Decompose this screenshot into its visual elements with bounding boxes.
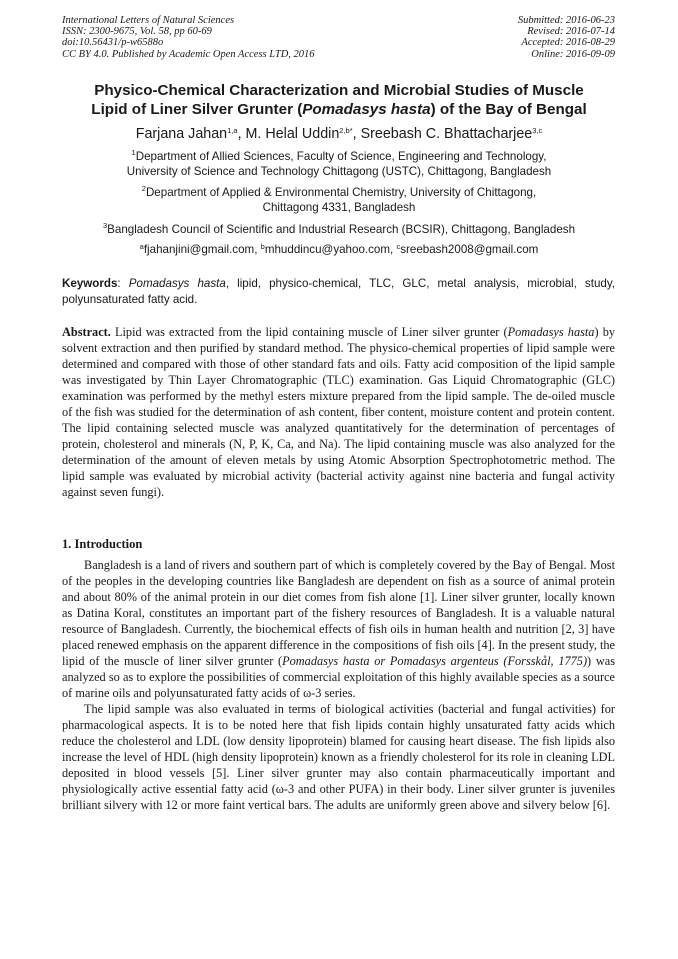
email-c[interactable]: sreebash2008@gmail.com	[400, 243, 539, 256]
affiliation-2	[40, 185, 638, 215]
introduction-paragraph-2: The lipid sample was also evaluated in terms of biological activities (bacterial and fungal activities) for pharmacological aspects. It is to be noted here that fish lipids contain highly unsaturated fatty acids which reduce the cholesterol and LDL (low density lipoprotein) blamed for causing heart disease. The fish lipids also increase the level of HDL (high density lipoprotein) known as a friendly cholesterol for its role in cleaning LDL deposited in blood vessels [5]. Liner silver grunter may also contain pharmaceutically important and physiologically active essential fatty acid (ω-3 and other PUFA) in their body. Liner silver grunter is juveniles brilliant silvery with 12 or more faint vertical bars. The adults are uniformly green above and silvery below [6].	[62, 702, 615, 812]
title-species: Pomadasys hasta	[302, 101, 431, 118]
author-1-affil: 1,a	[227, 126, 238, 135]
abstract-species: Pomadasys hasta	[507, 325, 595, 339]
author-emails: $^a$fjahanjini@gmail.com, $^b$mhuddincu@yahoo.com, $^c$sreebash2008@gmail.com	[139, 242, 539, 256]
abstract-section	[62, 324, 615, 500]
keywords-section: Keywords: Pomadasys hasta, lipid, physico-chemical, TLC, GLC, metal analysis, microbial, study, polyunsaturated fatty acid.	[62, 277, 615, 306]
author-3-name: Sreebash C. Bhattacharjee	[360, 126, 533, 142]
email-a-mark: a	[139, 242, 144, 251]
introduction-paragraph-1	[62, 557, 615, 701]
journal-info	[62, 15, 315, 60]
date-submitted: Submitted: 2016-06-23	[517, 15, 615, 26]
affiliation-1-line-2: University of Science and Technology Chittagong (USTC), Chittagong, Bangladesh	[126, 165, 552, 178]
title-line-1: Physico-Chemical Characterization and Microbial Studies of Muscle	[94, 82, 584, 99]
paper-title	[40, 81, 638, 119]
journal-issn: ISSN: 2300-9675, Vol. 58, pp 60-69	[62, 26, 212, 38]
journal-license: CC BY 4.0. Published by Academic Open Access LTD, 2016	[62, 48, 315, 60]
introduction-body	[62, 557, 615, 813]
abstract-text-1: Lipid was extracted from the lipid containing muscle of Liner silver grunter (	[110, 325, 508, 339]
date-online: Online: 2016-09-09	[531, 48, 615, 60]
affiliation-3	[40, 222, 638, 237]
affiliation-3-line-1: Bangladesh Council of Scientific and Industrial Research (BCSIR), Chittagong, Bangladesh	[107, 223, 576, 236]
date-revised: Revised: 2016-07-14	[527, 26, 615, 38]
email-b-mark: b	[260, 242, 265, 251]
paragraph-1-text-a: Bangladesh is a land of rivers and southern part of which is completely covered by the Bay of Bengal. Most of the peoples in the developing countries like Bangladesh are dependent on fish as a source of animal protein and about 80% of the animal protein in our diet comes from fish alone [1]. Liner silver grunter, locally known as Datina Koral, constitutes an important part of the fishery resources of Bangladesh. It is a valuable natural resource of Bangladesh. Currently, the biochemical effects of fish oils in human health and nutrition [2, 3] have placed renewed emphasis on the apparent difference in the compositions of fish oils [4]. In the present study, the lipid of the muscle of liner silver grunter (	[62, 558, 615, 668]
affiliation-1-mark: 1	[131, 148, 136, 157]
affiliation-1-line-1: Department of Allied Sciences, Faculty of Science, Engineering and Technology,	[135, 150, 547, 163]
author-2-affil: 2,b*	[339, 126, 353, 135]
author-1-name: Farjana Jahan	[135, 126, 228, 142]
author-list: Farjana Jahan$^{1,a}$, M. Helal Uddin$^{2,b*}$, Sreebash C. Bhattacharjee$^{3,c}$	[135, 126, 543, 142]
email-a[interactable]: fjahanjini@gmail.com	[143, 243, 255, 256]
affiliation-2-mark: 2	[141, 184, 146, 193]
email-b[interactable]: mhuddincu@yahoo.com	[264, 243, 391, 256]
author-3-affil: 3,c	[532, 126, 543, 135]
paragraph-1-species: Pomadasys hasta or Pomadasys argenteus (Forsskål, 1775)	[282, 654, 588, 668]
affiliation-1	[40, 149, 638, 179]
keywords-species: Pomadasys hasta	[128, 277, 226, 290]
title-text-end: ) of the Bay of Bengal	[430, 101, 587, 118]
affiliation-2-line-2: Chittagong 4331, Bangladesh	[262, 201, 416, 214]
affiliation-2-line-1: Department of Applied & Environmental Chemistry, University of Chittagong,	[145, 186, 537, 199]
abstract-label: Abstract.	[62, 325, 111, 339]
publication-dates	[518, 15, 615, 60]
journal-doi: doi:10.56431/p-w6588o	[62, 37, 164, 49]
paragraph-1-text-b: ) was analyzed so as to explore the possibilities of commercial exploitation of this highly available species as a source of marine oils and polyunsaturated fatty acids of ω-3 series.	[62, 654, 615, 700]
affiliation-3-mark: 3	[102, 221, 108, 230]
abstract-text-2: ) by solvent extraction and then purified by standard method. The physico-chemical properties of lipid sample were determined and compared with those of other standard fats and oils. Fatty acid composition of the lipid sample was investigated by Thin Layer Chromatographic (TLC) examination. Gas Liquid Chromatographic (GLC) examination was performed by the methyl esters mixture prepared from the lipid sample. The de-oiled muscle of the fish was studied for the determination of ash content, fiber content, moisture content and protein content. The lipid containing selected muscle was analyzed quantitatively for the determination of percentages of protein, cholesterol and minerals (N, P, K, Ca, and Na). The lipid containing muscle was also analyzed for the determination of the amount of eleven metals by using Atomic Absorption Spectrophotometric method. The lipid sample was evaluated by microbial activity (bacterial activity against nine bacteria and fungal activity against seven fungi).	[62, 325, 615, 499]
title-line-2	[40, 100, 638, 119]
author-2-name: M. Helal Uddin	[245, 126, 340, 142]
keywords-list: , lipid, physico-chemical, TLC, GLC, metal analysis, microbial, study, polyunsaturated fatty acid.	[62, 277, 615, 306]
keywords-label: Keywords	[62, 277, 118, 290]
title-text: Lipid of Liner Silver Grunter (	[91, 101, 303, 118]
email-c-mark: c	[396, 242, 401, 251]
date-accepted: Accepted: 2016-08-29	[521, 37, 615, 49]
section-heading-introduction: 1. Introduction	[62, 537, 143, 551]
journal-name: International Letters of Natural Sciences	[62, 15, 235, 26]
